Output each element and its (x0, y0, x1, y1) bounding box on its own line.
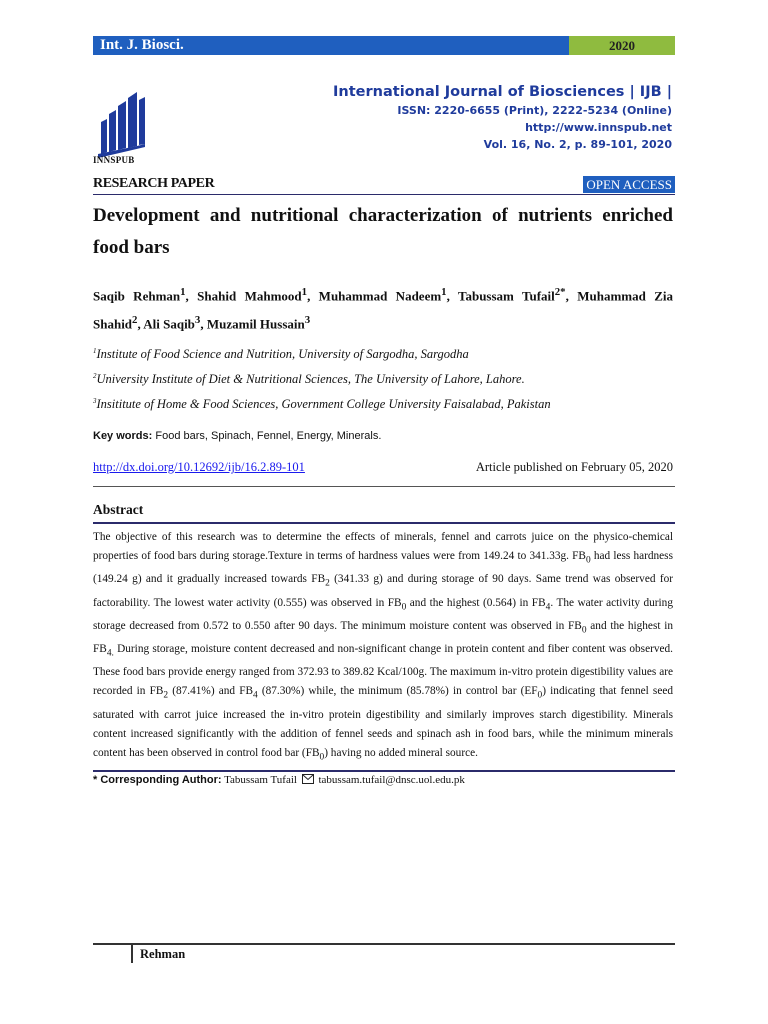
journal-short-title: Int. J. Biosci. (93, 36, 569, 55)
abstract-end-divider (93, 770, 675, 772)
journal-title: International Journal of Biosciences | IJB | (333, 84, 672, 100)
keywords-text: Food bars, Spinach, Fennel, Energy, Minerals. (155, 430, 382, 442)
header-divider (93, 194, 675, 195)
affiliation-1: $^1$Institute of Food Science and Nutrition, University of Sargodha, Sargodha (93, 347, 469, 362)
publication-year: 2020 (569, 36, 675, 55)
journal-url-link[interactable]: http://www.innspub.net (525, 121, 672, 134)
article-type: RESEARCH PAPER (93, 176, 215, 191)
doi-row (93, 460, 673, 478)
corresponding-author (93, 774, 465, 786)
footer-divider (93, 943, 675, 945)
running-author-name: Rehman (140, 947, 186, 961)
doi-link[interactable]: http://dx.doi.org/10.12692/ijb/16.2.89-101 (93, 460, 305, 474)
keywords-label: Key words: (93, 430, 153, 442)
abstract-body: The objective of this research was to determine the effects of minerals, fennel and carrots juice on the physico-chemical properties of food bars during storage.Texture in terms of hardness values were from 149.24 to 341.33g. $FB_0$ had less hardness (149.24 g) and it gradually increased towards $FB_2$ (341.33 g) and during storage of 90 days. Same trend was observed for factorability. The lowest water activity (0.555) was observed in $FB_0$ and the highest (0.564) in $FB_4$. The water activity during storage decreased from 0.572 to 0.550 after 90 days. The minimum moisture content was observed in $FB_0$ and the highest in $FB_{4.}$ During storage, moisture content decreased and non-significant change in protein content and fiber content was observed. These food bars provide energy ranged from 372.93 to 389.82 Kcal/100g. The maximum in-vitro protein digestibility values are recorded in $FB_2$ (87.41%) and $FB_4$ (87.30%) while, the minimum (85.78%) in control bar $(EF_0)$ indicating that fennel seed saturated with carrot juice increased the in-vitro protein digestibility and similarly improves starch digestibility. Minerals content increased significantly with the addition of fennel seeds and spinach ash in food bars, while the minimum minerals content has been observed in control food bar $(FB_0)$ having no added mineral source. (93, 531, 674, 762)
keywords (93, 430, 381, 442)
corresponding-email[interactable]: tabussam.tufail@dnsc.uol.edu.pk (318, 774, 465, 786)
footer-separator (131, 945, 133, 963)
doi-divider (93, 486, 675, 487)
mail-icon (302, 774, 314, 784)
abstract-divider (93, 522, 675, 524)
affiliation-2: $^2$University Institute of Diet & Nutritional Sciences, The University of Lahore, Lahore. (93, 372, 525, 387)
open-access-badge: OPEN ACCESS (583, 176, 675, 193)
journal-volume: Vol. 16, No. 2, p. 89-101, 2020 (483, 138, 672, 151)
article-type-row (93, 176, 675, 194)
journal-info (333, 82, 672, 153)
affiliation-3: $^3$Insititute of Home & Food Sciences, Government College University Faisalabad, Pakistan (93, 397, 551, 412)
paper-title: Development and nutritional characterization of nutrients enriched food bars (93, 205, 673, 258)
abstract-heading: Abstract (93, 502, 144, 517)
author-list: Saqib Rehman$^1$, Shahid Mahmood$^1$, Muhammad Nadeem$^1$, Tabussam Tufail$^{2*}$, Muhammad Zia Shahid$^2$, Ali Saqib$^3$, Muzamil Hussain$^3$ (93, 286, 673, 332)
journal-issn: ISSN: 2220-6655 (Print), 2222-5234 (Online) (397, 104, 672, 117)
journal-header-bar (93, 36, 675, 55)
published-date: Article published on February 05, 2020 (475, 460, 673, 474)
publisher-logo-text: INNSPUB (93, 155, 135, 165)
corresponding-name: Tabussam Tufail (224, 774, 297, 786)
corresponding-label: * Corresponding Author: (93, 774, 222, 786)
